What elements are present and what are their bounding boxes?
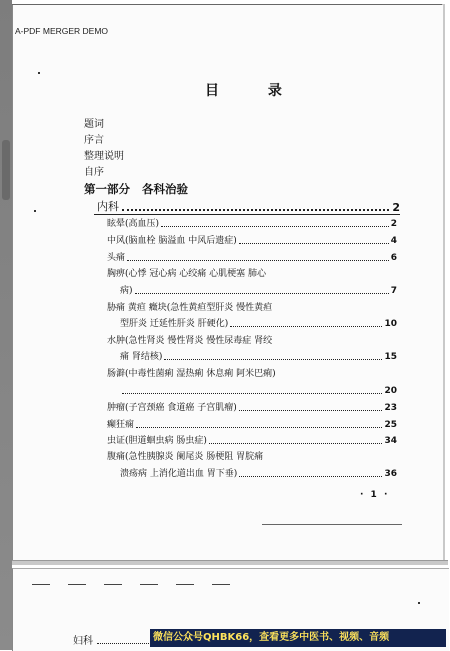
toc-title: 目 录 [205,83,304,99]
leader-dots [239,410,383,411]
part-title: 各科治验 [142,182,188,196]
leader-dots [209,443,383,444]
entry-title: 腹痛(急性胰腺炎 阑尾炎 肠梗阻 胃脘痛 [107,452,264,462]
page-bottom-rule [262,524,402,525]
toc-entry [107,419,397,431]
toc-entry [120,318,397,330]
page-number: 23 [384,403,397,413]
leader-dots [135,293,389,294]
entry-title: 眩晕(高血压) [107,219,160,229]
toc-entry [107,252,397,264]
header-dash [68,584,86,585]
promo-banner: 微信公众号QHBK66，查看更多中医书、视频、音频 [150,629,446,647]
page-number: 15 [384,352,397,362]
scan-speck [38,72,40,74]
toc-entry [107,235,397,247]
scrollbar-thumb[interactable] [2,140,10,200]
entry-title-cont: 病) [120,286,133,296]
toc-entry [107,218,397,230]
toc-front-item: 序言 [84,135,104,146]
entry-title: 癫狂痫 [107,420,135,430]
scan-speck [418,602,420,604]
entry-title-cont: 痛 肾结核) [120,352,163,362]
toc-front-item: 自序 [84,167,104,178]
page-number: 6 [390,253,397,263]
toc-entry [107,402,397,414]
entry-title-cont: 型肝炎 迁延性肝炎 肝硬化) [120,319,229,329]
entry-title: 肿瘤(子宫颈癌 食道癌 子宫肌瘤) [107,403,237,413]
entry-title: 肠澼(中毒性菌痢 湿热痢 休息痢 阿米巴痢) [107,369,276,379]
entry-title: 水肿(急性肾炎 慢性肾炎 慢性尿毒症 肾绞 [107,336,273,346]
leader-dots [230,326,382,327]
page-top-rule [12,4,442,5]
toc-entry [120,351,397,363]
entry-title: 中风(脑血栓 脑溢血 中风后遗症) [107,236,237,246]
header-dash [140,584,158,585]
scrollbar[interactable] [0,0,12,650]
entry-title: 头痛 [107,253,126,263]
leader-dots [136,427,382,428]
toc-entry [120,385,397,397]
leader-dots [122,393,382,394]
entry-title: 虫证(胆道蛔虫病 肠虫症) [107,436,207,446]
page-number: 4 [390,236,397,246]
entry-title: 胸痹(心悸 冠心病 心绞痛 心肌梗塞 肺心 [107,269,266,279]
section-label: 内科 [97,200,119,213]
entry-title: 胁痛 黄疸 癥块(急性黄疸型肝炎 慢性黄疸 [107,303,273,313]
leader-dots [122,209,389,211]
section-underline [94,214,400,215]
header-dash [176,584,194,585]
watermark: A-PDF MERGER DEMO [15,26,109,36]
page-separator [12,560,448,565]
part-heading [84,181,188,197]
toc-section-row [97,200,400,214]
page-number: 2 [390,219,397,229]
entry-title: 妇科 [73,636,93,647]
header-dash [104,584,122,585]
leader-dots [161,226,389,227]
leader-dots [239,476,382,477]
page-number: 7 [390,286,397,296]
page-number: 36 [384,469,397,479]
page-number: 34 [384,436,397,446]
leader-dots [239,243,389,244]
header-dash [32,584,50,585]
toc-entry [120,285,397,297]
entry-title-cont: 溃疡病 上消化道出血 胃下垂) [120,469,238,479]
page-folio: · 1 · [360,490,390,500]
scan-speck [34,210,36,212]
toc-entry [107,435,397,447]
leader-dots [127,260,389,261]
page-number: 20 [384,386,397,396]
toc-entry [120,468,397,480]
page-number: 2 [392,201,400,214]
toc-front-item: 整理说明 [84,151,124,162]
header-dash [212,584,230,585]
part-number: 第一部分 [84,182,130,196]
leader-dots [164,359,382,360]
page-number: 10 [384,319,397,329]
page-number: 25 [384,420,397,430]
toc-front-item: 题词 [84,119,104,130]
